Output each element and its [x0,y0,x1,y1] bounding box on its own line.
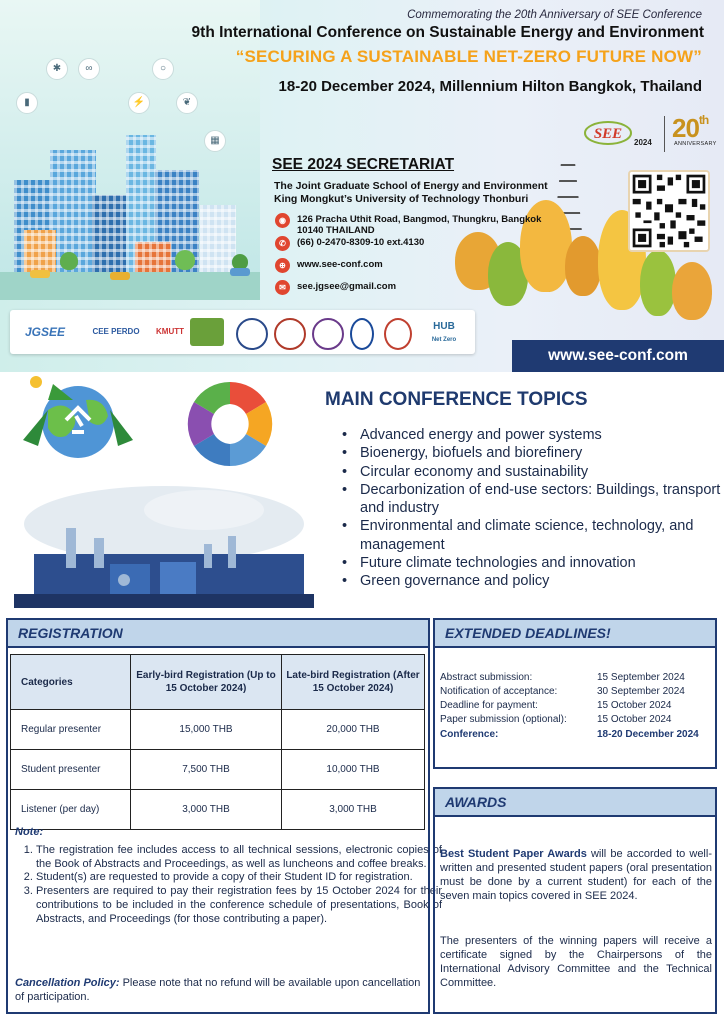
table-cell: Regular presenter [11,710,131,750]
cancellation-text: Please note that no refund will be available upon cancellation of participation. [15,977,421,1003]
registration-notes [14,844,442,926]
address-line2: 10140 THAILAND [297,225,375,236]
table-cell: 10,000 THB [282,750,425,790]
deadlines-header: EXTENDED DEADLINES! [433,618,717,648]
kmutt-logo: KMUTT [156,327,184,336]
leaf-icon: ❦ [176,92,198,114]
energy-icon: ⚡ [128,92,150,114]
envelope-icon: ✉ [275,280,290,295]
secretariat-org-line2: King Mongkut’s University of Technology Thonburi [274,193,529,205]
partner-seal-4 [350,318,374,350]
table-row [11,710,425,750]
phone-icon: ✆ [275,236,290,251]
topic-item: • Environmental and climate science, technology, and management [360,517,724,554]
deadline-value: 30 September 2024 [597,686,685,697]
note-label: Note: [15,826,44,838]
deadline-label: Conference: [440,729,499,740]
hub-logo-subtext: Net Zero [431,337,457,343]
cancellation-label: Cancellation Policy: [15,977,120,989]
battery-icon: ▮ [16,92,38,114]
deadline-label: Paper submission (optional): [440,714,567,725]
awards-text-1: will be accorded to well-written and presented student papers (oral presentation must be done by a current student) for each of the seven main topics covered in SEE 2024. [440,848,712,902]
hub-net-zero-logo [424,318,464,346]
deadline-label: Abstract submission: [440,672,533,683]
jgsee-logo: JGSEE [24,325,66,339]
conference-title: 9th International Conference on Sustainable Energy and Environment [191,24,704,41]
qr-code[interactable] [628,170,710,252]
column-header: Early-bird Registration (Up to 15 October 2024) [131,655,282,710]
column-header: Late-bird Registration (After 15 October 2024) [282,655,425,710]
table-cell: 20,000 THB [282,710,425,750]
note-item: 2. Student(s) are requested to provide a copy of their Student ID for registration. [36,871,442,885]
partner-seal-3 [312,318,344,350]
conference-theme: “SECURING A SUSTAINABLE NET-ZERO FUTURE NOW” [235,47,702,66]
anniversary-label: ANNIVERSARY [674,141,717,147]
address-line1: 126 Pracha Uthit Road, Bangmod, Thungkru, Bangkok [297,214,542,225]
website-link[interactable]: www.see-conf.com [297,259,383,270]
partner-seal-1 [236,318,268,350]
awards-paragraph-2: The presenters of the winning papers will receive a certificate signed by the Chairpersons of the International Advisory Committee and the Technical Committee. [440,935,712,989]
topic-item: • Advanced energy and power systems [360,426,724,444]
table-cell: 15,000 THB [131,710,282,750]
deadline-value: 15 October 2024 [597,714,672,725]
svg-text:SEE: SEE [593,126,623,142]
partner-logo-green [190,318,224,346]
phone-number[interactable]: (66) 0-2470-8309-10 ext.4130 [297,237,425,248]
table-cell: 7,500 THB [131,750,282,790]
deadline-value: 18-20 December 2024 [597,729,699,740]
website-banner[interactable]: www.see-conf.com [512,340,724,372]
topic-item: • Future climate technologies and innovation [360,554,724,572]
registration-fee-table [10,654,425,830]
header-banner [0,0,724,372]
hub-logo-text: HUB [433,321,455,332]
power-plant-illustration [14,484,314,612]
table-cell: 3,000 THB [131,790,282,830]
topic-item: • Circular economy and sustainability [360,463,724,481]
co2-icon: ○ [152,58,174,80]
deadline-label: Notification of acceptance: [440,686,558,697]
conference-dates-venue: 18-20 December 2024, Millennium Hilton Bangkok, Thailand [278,78,702,95]
topic-item: • Green governance and policy [360,572,724,590]
column-header: Categories [11,655,131,710]
deadline-value: 15 October 2024 [597,700,672,711]
registration-header: REGISTRATION [6,618,430,648]
puzzle-circle-icon [182,376,278,472]
secretariat-title: SEE 2024 SECRETARIAT [272,156,455,173]
partner-seal-5 [384,318,412,350]
table-row [11,750,425,790]
table-header-row [11,655,425,710]
anniversary-suffix: th [698,113,709,127]
solar-panel-icon: ▦ [204,130,226,152]
awards-paragraph-1 [440,847,712,903]
topics-list [340,426,724,591]
anniversary-badge [672,113,708,144]
see-logo-year: 2024 [634,138,652,147]
secretariat-org-line1: The Joint Graduate School of Energy and Environment [274,180,548,192]
partner-seal-2 [274,318,306,350]
lightbulb-icon: ✱ [46,58,68,80]
recycle-globe-illustration [18,370,138,466]
commemoration-line: Commemorating the 20th Anniversary of SEE Conference [407,9,702,21]
note-item: 1. The registration fee includes access to all technical sessions, electronic copies of the Book of Abstracts and Proceedings, as well as luncheons and coffee breaks. [36,844,442,871]
infinity-icon: ∞ [78,58,100,80]
table-cell: 3,000 THB [282,790,425,830]
cancellation-policy [15,977,421,1004]
logo-divider [664,116,665,152]
awards-lead: Best Student Paper Awards [440,848,587,860]
deadline-value: 15 September 2024 [597,672,685,683]
table-row [11,790,425,830]
anniversary-number: 20 [672,113,699,143]
location-pin-icon: ◉ [275,213,290,228]
topics-title: MAIN CONFERENCE TOPICS [325,389,588,410]
table-cell: Listener (per day) [11,790,131,830]
globe-icon: ⊕ [275,258,290,273]
partner-logo-strip [10,310,475,354]
awards-header: AWARDS [433,787,717,817]
email-link[interactable]: see.jgsee@gmail.com [297,281,397,292]
see-conference-logo [583,119,633,147]
table-cell: Student presenter [11,750,131,790]
cee-perdo-logo: CEE PERDO [92,327,140,336]
note-item: 3. Presenters are required to pay their registration fees by 15 October 2024 for their contributions to be included in the conference schedule of presentations, Book of Abstracts, and Proceedings (for those contributing a paper). [36,885,442,926]
topic-item: • Bioenergy, biofuels and biorefinery [360,444,724,462]
topic-item: • Decarbonization of end-use sectors: Buildings, transport and industry [360,481,724,518]
deadline-label: Deadline for payment: [440,700,538,711]
